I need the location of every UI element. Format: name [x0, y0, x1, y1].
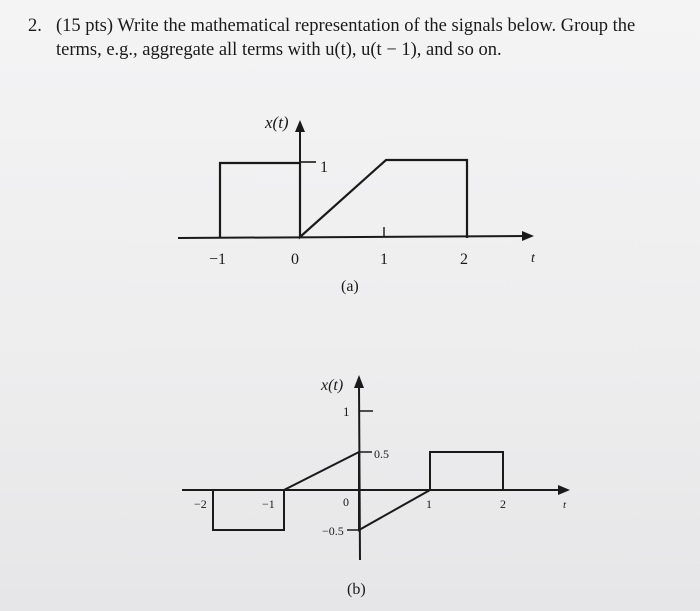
- b-x-tick-label-neg2: −2: [194, 497, 207, 511]
- b-x-tick-label-neg1: −1: [262, 497, 275, 511]
- b-y-tick-label-neg05: −0.5: [322, 524, 344, 538]
- a-xlabel: t: [531, 251, 535, 266]
- a-x-tick-label-2: 2: [460, 251, 468, 268]
- a-ylabel: x(t): [265, 113, 289, 132]
- a-t-axis-arrow: [522, 231, 534, 241]
- a-x-tick-label-0: 0: [291, 251, 299, 268]
- a-x-tick-label-neg1: −1: [209, 251, 227, 268]
- b-y-tick-label-05: 0.5: [374, 447, 389, 461]
- b-t-axis-arrow: [558, 485, 570, 495]
- figure-b: [182, 375, 570, 598]
- problem-number: 2.: [28, 16, 42, 36]
- b-y-axis-arrow: [354, 375, 364, 388]
- b-x-tick-label-0: 0: [343, 495, 349, 509]
- problem-line-2: terms, e.g., aggregate all terms with u(t), u(t − 1), and so on.: [56, 40, 502, 60]
- a-y-tick-label: 1: [320, 159, 328, 176]
- a-x-tick-label-1: 1: [380, 251, 388, 268]
- figure-a: [178, 113, 536, 295]
- problem-text-1: (15 pts) Write the mathematical representation of the signals below. Group the: [56, 16, 636, 36]
- a-signal: [220, 160, 467, 238]
- b-caption: (b): [347, 581, 366, 598]
- b-xlabel: t: [563, 499, 567, 511]
- b-x-tick-label-2: 2: [500, 497, 506, 511]
- b-x-tick-label-1: 1: [426, 497, 432, 511]
- b-ylabel: x(t): [321, 377, 344, 394]
- b-y-tick-label-1: 1: [343, 404, 350, 419]
- a-y-axis-arrow: [295, 120, 305, 132]
- a-caption: (a): [341, 278, 359, 295]
- a-t-axis: [178, 236, 528, 238]
